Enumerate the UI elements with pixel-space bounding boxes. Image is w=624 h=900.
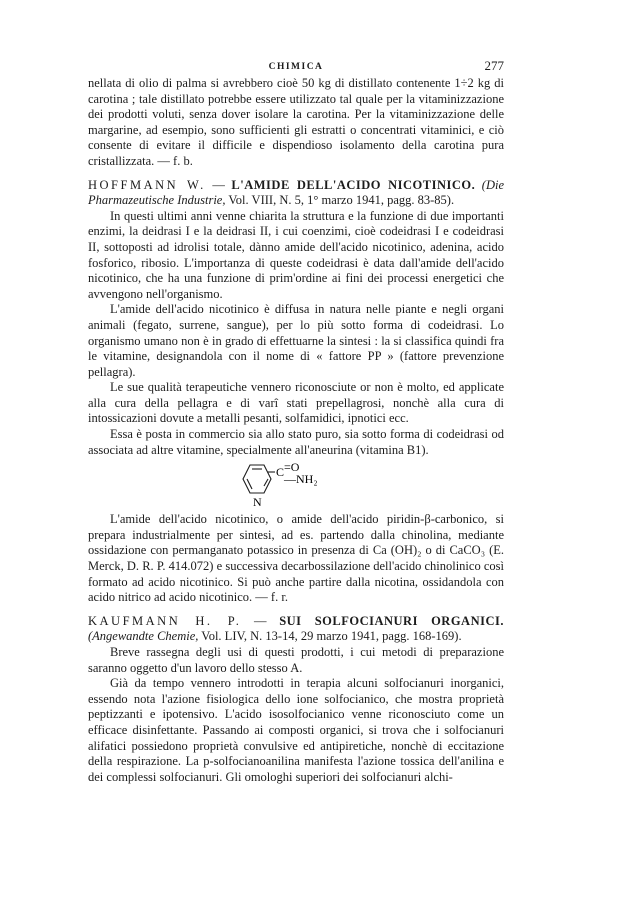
amine-label: —NH₂	[284, 472, 318, 487]
article-paragraph: Essa è posta in commercio sia allo stato puro, sia sotto forma di codeidrasi od associata ad altre vitamine, specialmente all'aneurina (vitamina B1).	[88, 427, 504, 457]
pyridine-ring-diagram	[238, 462, 378, 510]
article-paragraph: L'amide dell'acido nicotinico è diffusa in natura nelle piante e negli organi animali (fegato, surrene, sangue), per lo più sotto forma di codeidrasi. Lo organismo umano non è in grado di effettuarne la sintesi : la si classifica quindi fra le vitamine, designandola con il nome di « fattore PP » (fattore prevenzione pellagra).	[88, 302, 504, 379]
article-paragraph: Le sue qualità terapeutiche vennero riconosciute or non è molto, ed applicate alla cura della pellagra e di varî stati prepellagrosi, nonchè alla cura di intossicazioni dovute a metalli pesanti, solfamidici, ipnotici ecc.	[88, 380, 504, 426]
article-source: (Die Pharmazeutische Industrie,	[88, 177, 505, 208]
article-heading	[88, 614, 504, 645]
article-heading	[88, 178, 504, 209]
page-number: 277	[484, 58, 504, 73]
article-author: KAUFMANN H. P.	[88, 613, 242, 628]
carbon-label: C	[276, 465, 285, 480]
article-closing-paragraph: L'amide dell'acido nicotinico, o amide dell'acido piridin-β-carbonico, si prepara industrialmente per sintesi, ad es. partendo dalla chinolina, mediante ossidazione con permanganato potassico in presenza di Ca (OH)₂ o di CaCO₃ (E. Merck, D. R. P. 414.072) e successiva decarbossilazione dell'acido chinolinico così formato ad acido nicotinico. Si può anche partire dalla nicotina, ossidandola con acido nitrico ad acido nicotinico. — f. r.	[88, 512, 504, 605]
heading-dash: —	[241, 613, 280, 628]
article-author: HOFFMANN W.	[88, 177, 206, 192]
nitrogen-label: N	[253, 495, 262, 510]
article-paragraph: Breve rassegna degli usi di questi prodotti, i cui metodi di preparazione saranno oggetto d'un lavoro dello stesso A.	[88, 645, 504, 675]
article-title: SUI SOLFOCIANURI ORGANICI.	[279, 613, 504, 628]
article-citation: Vol. VIII, N. 5, 1° marzo 1941, pagg. 83-85).	[228, 193, 455, 208]
body-text	[88, 76, 504, 785]
nicotinamide-structure	[88, 462, 504, 510]
intro-paragraph: nellata di olio di palma si avrebbero cioè 50 kg di distillato contenente 1÷2 kg di carotina ; tale distillato potrebbe essere utilizzato tal quale per la vitaminizzazione dei prodotti voluti, senza dover isolare la carotina. Per la vitaminizzazione delle margarine, ad esempio, sono sufficienti gli estratti o concentrati vitaminici, e ciò consente di evitare il difficile e dispendioso isolamento della carotina pura cristallizzata. — f. b.	[88, 76, 504, 168]
article-citation: Vol. LIV, N. 13-14, 29 marzo 1941, pagg. 168-169).	[201, 629, 462, 644]
article-paragraph: In questi ultimi anni venne chiarita la struttura e la funzione di due importanti enzimi, la deidrasi I e la deidrasi II, i cui coenzimi, cioè codeidrasi I e codeidrasi II, sottoposti ad idrolisi totale, dànno amide dell'acido nicotinico, adenina, acido fosforico, ribosio. L'importanza di queste codeidrasi è data dall'amide dell'acido nicotinico, che ha una funzione di prim'ordine ai fini dei processi energetici che avvengono nell'organismo.	[88, 208, 504, 301]
oxygen-label: =O	[284, 462, 300, 475]
ring-double-bond	[264, 479, 268, 486]
running-title: CHIMICA	[268, 62, 324, 72]
article-source: (Angewandte Chemie,	[88, 629, 199, 644]
running-header	[88, 58, 504, 76]
article-title: L'AMIDE DELL'ACIDO NICOTINICO.	[231, 177, 476, 192]
journal-page	[88, 58, 504, 785]
heading-dash: —	[205, 177, 232, 192]
article-paragraph: Già da tempo vennero introdotti in terapia alcuni solfocianuri inorganici, essendo nota l'azione fisiologica dello ione solfocianico, che mostra proprietà peptizzanti e ipotensivo. L'acido isosolfocianico venne riconosciuto come un efficace disinfettante. Passando ai composti organici, si trova che i solfocianuri alifatici possiedono proprietà convulsive ed antipiretiche, nonchè di eccitazione della respirazione. La p-solfocianoanilina manifesta l'azione tossica dell'anilina e dei complessi solfocianuri. Gli omologhi superiori dei solfocianuri alchi-	[88, 676, 504, 784]
